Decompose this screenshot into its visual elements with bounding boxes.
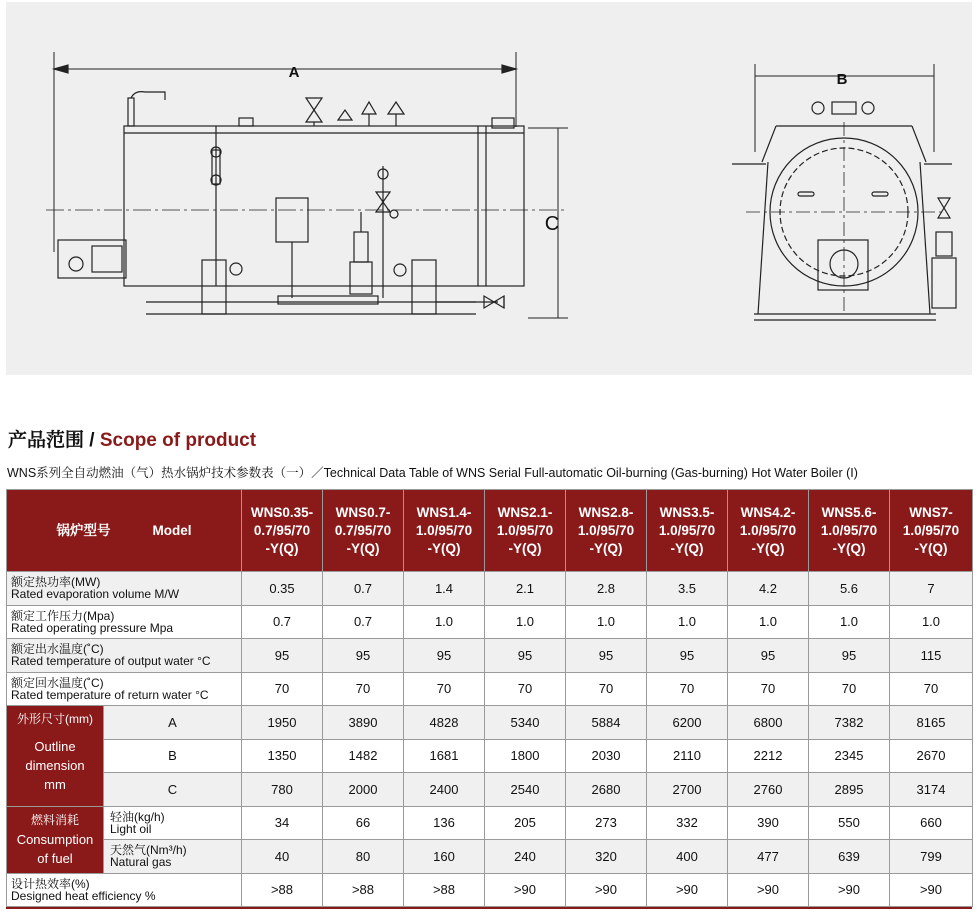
fuel-sub-label <box>104 806 242 840</box>
spec-table <box>6 489 973 907</box>
value-cell: 550 <box>809 806 890 840</box>
value-cell: 2345 <box>809 739 890 773</box>
value-cell: 780 <box>242 773 323 807</box>
value-cell: 95 <box>728 639 809 673</box>
fuel-sub-zh: 天然气(Nm³/h) <box>110 843 187 858</box>
header-row <box>7 490 973 572</box>
row-label-zh: 额定热功率(MW) <box>11 575 101 590</box>
table-row <box>7 572 973 606</box>
value-cell: >90 <box>566 873 647 907</box>
value-cell: 7382 <box>809 706 890 740</box>
dimension-label-a: A <box>288 64 300 81</box>
header-model-line: -Y(Q) <box>265 540 299 556</box>
row-label <box>7 873 242 907</box>
header-model-line: -Y(Q) <box>589 540 623 556</box>
section-heading <box>8 425 256 452</box>
table-row <box>7 739 973 773</box>
value-cell: 40 <box>242 840 323 874</box>
value-cell: >88 <box>242 873 323 907</box>
table-row <box>7 672 973 706</box>
table-title: WNS系列全自动燃油（气）热水锅炉技术参数表（一）／Technical Data Table of WNS Serial Full-automatic Oil-burning (Gas-burning) Hot Water Boiler (I) <box>7 466 858 480</box>
value-cell: 3890 <box>323 706 404 740</box>
dimension-group-en: Outline <box>34 738 76 754</box>
table-row <box>7 639 973 673</box>
dimension-group-label <box>7 706 104 807</box>
header-model-1 <box>242 490 323 572</box>
value-cell: 1.0 <box>647 605 728 639</box>
value-cell: 70 <box>890 672 973 706</box>
value-cell: 390 <box>728 806 809 840</box>
value-cell: 70 <box>404 672 485 706</box>
header-model-line: 0.7/95/70 <box>334 522 392 538</box>
fuel-sub-zh: 轻油(kg/h) <box>110 809 165 824</box>
value-cell: 799 <box>890 840 973 874</box>
dimension-group-en: mm <box>44 776 66 792</box>
header-model-line: WNS5.6- <box>821 504 877 520</box>
header-model-line: 1.0/95/70 <box>415 522 473 538</box>
header-model-line: WNS0.35- <box>250 504 314 520</box>
value-cell: 95 <box>809 639 890 673</box>
value-cell: 2000 <box>323 773 404 807</box>
value-cell: 0.35 <box>242 572 323 606</box>
value-cell: >88 <box>323 873 404 907</box>
value-cell: 160 <box>404 840 485 874</box>
header-model-line: 1.0/95/70 <box>658 522 716 538</box>
header-model-line: WNS2.8- <box>578 504 634 520</box>
header-model-8 <box>809 490 890 572</box>
boiler-diagram-panel <box>6 2 972 375</box>
value-cell: 95 <box>485 639 566 673</box>
value-cell: 2760 <box>728 773 809 807</box>
row-label-en: Rated temperature of output water °C <box>11 654 211 669</box>
dimension-group-zh: 外形尺寸(mm) <box>17 711 93 726</box>
boiler-drawing <box>6 2 972 375</box>
header-model-line: -Y(Q) <box>832 540 866 556</box>
header-model-line: 0.7/95/70 <box>253 522 311 538</box>
header-model-4 <box>485 490 566 572</box>
value-cell: 95 <box>404 639 485 673</box>
value-cell: 4.2 <box>728 572 809 606</box>
header-model-6 <box>647 490 728 572</box>
header-model-line: 1.0/95/70 <box>496 522 554 538</box>
heading-en: Scope of product <box>99 430 257 451</box>
table-row <box>7 605 973 639</box>
value-cell: 1.0 <box>809 605 890 639</box>
value-cell: 1681 <box>404 739 485 773</box>
value-cell: 332 <box>647 806 728 840</box>
value-cell: 400 <box>647 840 728 874</box>
value-cell: 3.5 <box>647 572 728 606</box>
header-model-line: 1.0/95/70 <box>820 522 878 538</box>
value-cell: 0.7 <box>242 605 323 639</box>
value-cell: 1.0 <box>404 605 485 639</box>
row-label-en: Rated evaporation volume M/W <box>11 587 180 602</box>
row-label-zh: 设计热效率(%) <box>11 876 90 891</box>
header-model-line: -Y(Q) <box>508 540 542 556</box>
value-cell: 7 <box>890 572 973 606</box>
value-cell: 70 <box>647 672 728 706</box>
value-cell: 0.7 <box>323 605 404 639</box>
value-cell: 1350 <box>242 739 323 773</box>
value-cell: 1.4 <box>404 572 485 606</box>
value-cell: 273 <box>566 806 647 840</box>
dimension-sub-label: A <box>104 706 242 740</box>
row-label-en: Rated operating pressure Mpa <box>11 620 174 635</box>
dimension-sub-label: B <box>104 739 242 773</box>
dimension-label-b: B <box>836 71 848 88</box>
value-cell: 2110 <box>647 739 728 773</box>
value-cell: 70 <box>485 672 566 706</box>
value-cell: 95 <box>566 639 647 673</box>
value-cell: 1.0 <box>890 605 973 639</box>
value-cell: 2680 <box>566 773 647 807</box>
value-cell: 240 <box>485 840 566 874</box>
header-model-3 <box>404 490 485 572</box>
header-model-line: -Y(Q) <box>670 540 704 556</box>
value-cell: 660 <box>890 806 973 840</box>
value-cell: >90 <box>809 873 890 907</box>
header-model-line: -Y(Q) <box>751 540 785 556</box>
header-model-line: 1.0/95/70 <box>577 522 635 538</box>
header-model-line: WNS4.2- <box>740 504 796 520</box>
table-row <box>7 706 973 740</box>
value-cell: 4828 <box>404 706 485 740</box>
heading-separator: / <box>84 430 100 451</box>
value-cell: 477 <box>728 840 809 874</box>
value-cell: 1800 <box>485 739 566 773</box>
header-model-7 <box>728 490 809 572</box>
value-cell: 5340 <box>485 706 566 740</box>
dimension-sub-label: C <box>104 773 242 807</box>
fuel-group-label <box>7 806 104 873</box>
value-cell: 205 <box>485 806 566 840</box>
row-label-en: Designed heat efficiency % <box>11 888 156 903</box>
fuel-group-en: Consumption <box>16 832 94 847</box>
header-model-2 <box>323 490 404 572</box>
value-cell: 2670 <box>890 739 973 773</box>
value-cell: 115 <box>890 639 973 673</box>
row-label-zh: 额定工作压力(Mpa) <box>11 608 115 623</box>
dimension-group-en: dimension <box>25 757 85 773</box>
value-cell: 0.7 <box>323 572 404 606</box>
header-model-line: 1.0/95/70 <box>902 522 960 538</box>
header-model-line: WNS7- <box>909 504 953 520</box>
value-cell: 66 <box>323 806 404 840</box>
row-label <box>7 639 242 673</box>
row-label <box>7 572 242 606</box>
row-label-zh: 额定出水温度(˚C) <box>11 642 104 657</box>
header-model-line: WNS0.7- <box>335 504 391 520</box>
value-cell: >90 <box>890 873 973 907</box>
value-cell: 1.0 <box>728 605 809 639</box>
header-model-line: 1.0/95/70 <box>739 522 797 538</box>
dimension-label-c: C <box>544 213 560 235</box>
value-cell: >90 <box>485 873 566 907</box>
value-cell: >90 <box>647 873 728 907</box>
table-row <box>7 806 973 840</box>
row-label-en: Rated temperature of return water °C <box>11 687 209 702</box>
header-model-line: -Y(Q) <box>914 540 948 556</box>
header-model-line: -Y(Q) <box>346 540 380 556</box>
fuel-sub-en: Light oil <box>110 821 152 836</box>
value-cell: 2540 <box>485 773 566 807</box>
value-cell: 3174 <box>890 773 973 807</box>
value-cell: 2400 <box>404 773 485 807</box>
value-cell: 2700 <box>647 773 728 807</box>
value-cell: 2030 <box>566 739 647 773</box>
value-cell: 136 <box>404 806 485 840</box>
table-row <box>7 773 973 807</box>
value-cell: 8165 <box>890 706 973 740</box>
header-model-label <box>7 490 242 572</box>
value-cell: >90 <box>728 873 809 907</box>
row-label-zh: 额定回水温度(˚C) <box>11 675 104 690</box>
value-cell: 95 <box>242 639 323 673</box>
row-label <box>7 605 242 639</box>
value-cell: 1950 <box>242 706 323 740</box>
value-cell: 2.8 <box>566 572 647 606</box>
value-cell: 70 <box>566 672 647 706</box>
header-model-line: -Y(Q) <box>427 540 461 556</box>
header-model-line: WNS2.1- <box>497 504 553 520</box>
bottom-rule <box>6 907 972 909</box>
value-cell: 70 <box>728 672 809 706</box>
header-model-line: WNS3.5- <box>659 504 715 520</box>
value-cell: 95 <box>323 639 404 673</box>
value-cell: 95 <box>647 639 728 673</box>
fuel-group-zh: 燃料消耗 <box>30 813 79 827</box>
header-model-zh: 锅炉型号 <box>56 522 111 538</box>
value-cell: 5884 <box>566 706 647 740</box>
value-cell: 1482 <box>323 739 404 773</box>
value-cell: 2.1 <box>485 572 566 606</box>
value-cell: 70 <box>242 672 323 706</box>
value-cell: 70 <box>809 672 890 706</box>
fuel-sub-en: Natural gas <box>110 855 172 870</box>
value-cell: 70 <box>323 672 404 706</box>
table-row <box>7 873 973 907</box>
value-cell: 639 <box>809 840 890 874</box>
header-model-9 <box>890 490 973 572</box>
value-cell: 320 <box>566 840 647 874</box>
header-model-en: Model <box>152 522 192 538</box>
value-cell: 6200 <box>647 706 728 740</box>
header-model-line: WNS1.4- <box>416 504 472 520</box>
header-model-5 <box>566 490 647 572</box>
heading-zh: 产品范围 <box>8 430 85 451</box>
table-row <box>7 840 973 874</box>
value-cell: 1.0 <box>566 605 647 639</box>
value-cell: 2212 <box>728 739 809 773</box>
value-cell: 5.6 <box>809 572 890 606</box>
value-cell: 1.0 <box>485 605 566 639</box>
value-cell: 80 <box>323 840 404 874</box>
fuel-sub-label <box>104 840 242 874</box>
fuel-group-en: of fuel <box>37 851 73 866</box>
value-cell: 6800 <box>728 706 809 740</box>
value-cell: 34 <box>242 806 323 840</box>
value-cell: >88 <box>404 873 485 907</box>
row-label <box>7 672 242 706</box>
value-cell: 2895 <box>809 773 890 807</box>
